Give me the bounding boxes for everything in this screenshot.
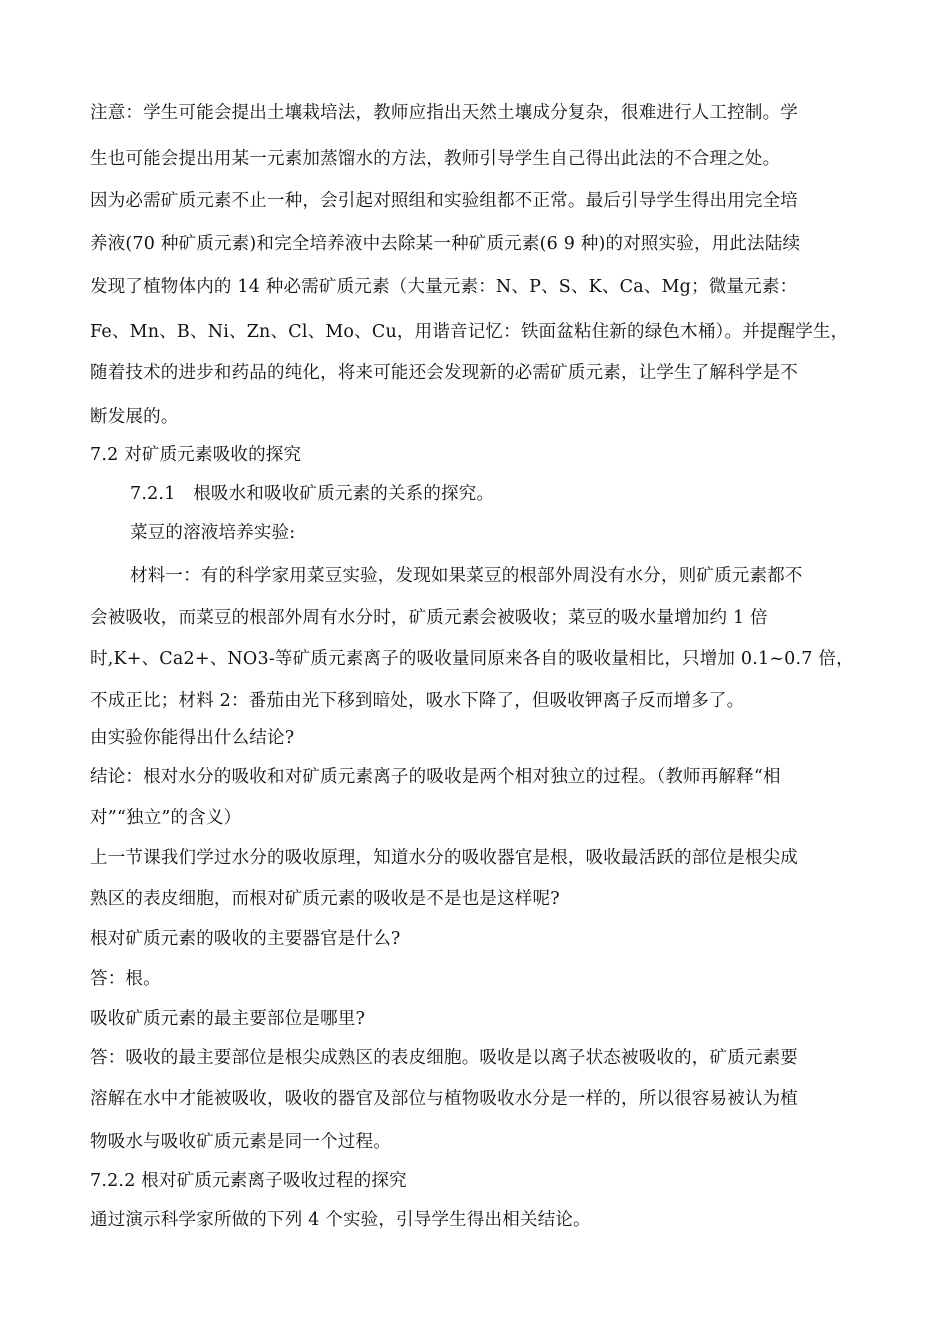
paragraph-line: 因为必需矿质元素不止一种，会引起对照组和实验组都不正常。最后引导学生得出用完全培 [90, 191, 798, 211]
paragraph-line: 上一节课我们学过水分的吸收原理，知道水分的吸收器官是根，吸收最活跃的部位是根尖成 [90, 848, 798, 868]
question-line: 吸收矿质元素的最主要部位是哪里? [90, 1009, 366, 1029]
paragraph-line: 断发展的。 [90, 407, 179, 427]
paragraph-line: 会被吸收，而菜豆的根部外周有水分时，矿质元素会被吸收；菜豆的吸水量增加约 1 倍 [90, 608, 768, 628]
paragraph-line: 通过演示科学家所做的下列 4 个实验，引导学生得出相关结论。 [90, 1210, 591, 1230]
paragraph-line: 发现了植物体内的 14 种必需矿质元素（大量元素：N、P、S、K、Ca、Mg；微量元素： [90, 277, 798, 297]
paragraph-line: 菜豆的溶液培养实验: [130, 523, 296, 543]
answer-line: 答：根。 [90, 969, 161, 989]
paragraph-line: 材料一：有的科学家用菜豆实验，发现如果菜豆的根部外周没有水分，则矿质元素都不 [130, 566, 803, 586]
paragraph-line: 物吸水与吸收矿质元素是同一个过程。 [90, 1132, 391, 1152]
section-heading: 7.2 对矿质元素吸收的探究 [90, 445, 302, 465]
paragraph-line: 熟区的表皮细胞，而根对矿质元素的吸收是不是也是这样呢? [90, 889, 560, 909]
paragraph-line: 溶解在水中才能被吸收，吸收的器官及部位与植物吸收水分是一样的，所以很容易被认为植 [90, 1089, 798, 1109]
paragraph-line: 养液(70 种矿质元素)和完全培养液中去除某一种矿质元素(6 9 种)的对照实验，用此法陆续 [90, 234, 801, 254]
paragraph-line: 时,K+、Ca2+、NO3-等矿质元素离子的吸收量同原来各自的吸收量相比，只增加 0.1~0.7 倍， [90, 649, 854, 669]
question-line: 根对矿质元素的吸收的主要器官是什么? [90, 929, 401, 949]
paragraph-line: 结论：根对水分的吸收和对矿质元素离子的吸收是两个相对独立的过程。（教师再解释“相 [90, 767, 781, 787]
paragraph-line: 不成正比；材料 2：番茄由光下移到暗处，吸水下降了，但吸收钾离子反而增多了。 [90, 691, 745, 711]
paragraph-line: 随着技术的进步和药品的纯化，将来可能还会发现新的必需矿质元素，让学生了解科学是不 [90, 363, 798, 383]
section-heading: 7.2.2 根对矿质元素离子吸收过程的探究 [90, 1171, 407, 1191]
subsection-heading: 7.2.1 根吸水和吸收矿质元素的关系的探究。 [130, 484, 495, 504]
question-line: 由实验你能得出什么结论? [90, 728, 295, 748]
paragraph-line: 注意：学生可能会提出土壤栽培法，教师应指出天然土壤成分复杂，很难进行人工控制。学 [90, 103, 798, 123]
paragraph-line: 对”“独立”的含义） [90, 808, 242, 828]
answer-line: 答：吸收的最主要部位是根尖成熟区的表皮细胞。吸收是以离子状态被吸收的，矿质元素要 [90, 1048, 798, 1068]
paragraph-line: 生也可能会提出用某一元素加蒸馏水的方法，教师引导学生自己得出此法的不合理之处。 [90, 149, 781, 169]
paragraph-line: Fe、Mn、B、Ni、Zn、Cl、Mo、Cu，用谐音记忆：铁面盆粘住新的绿色木桶）。并提醒学生， [90, 322, 849, 342]
